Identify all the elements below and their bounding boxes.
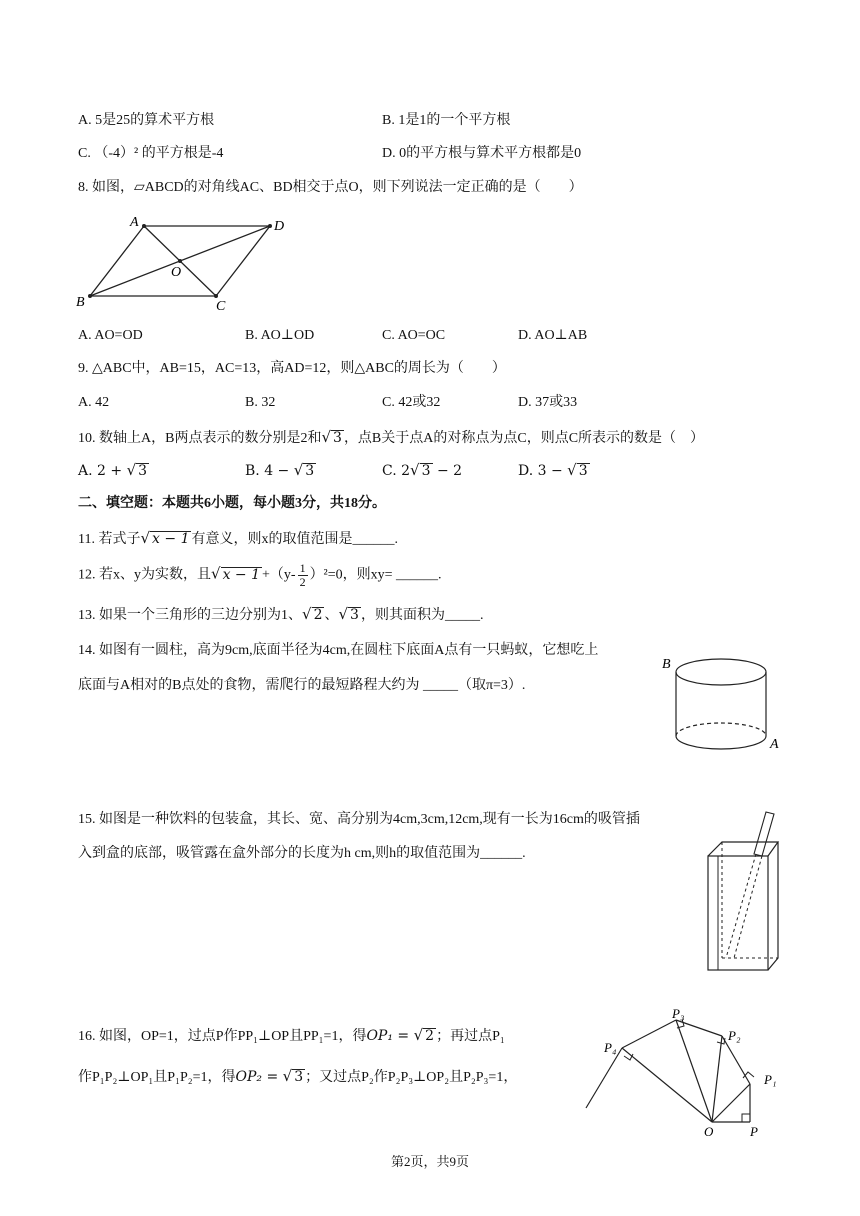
cylinder-figure	[656, 648, 786, 768]
q16-line2: 作P₁P₂⊥OP₁且P₁P₂=1，得OP₂ = √ 3 ；又过点P₂作P₂P₃⊥OP₂且P₂P₃=1，	[78, 1067, 518, 1085]
label-p2: P₂	[728, 1028, 741, 1043]
label-p4: P₄	[604, 1040, 617, 1055]
q10-option-a: A. 2 + √ 3	[78, 461, 148, 479]
q11-stem: 11. 若式子√ x − 1 有意义，则x的取值范围是______.	[78, 529, 398, 547]
q12-stem: 12. 若x、y为实数，且√ x − 1 +（y- $\frac{1}{2}$ ）²=0，则xy= ______.	[78, 561, 442, 589]
q16-line1: 16. 如图，OP=1，过点P作PP₁⊥OP且PP₁=1，得OP₁ = √ 2 ；再过点P₁	[78, 1026, 505, 1044]
section-heading: 二、填空题：本题共6小题，每小题3分，共18分。	[78, 496, 386, 511]
q8-option-c: C. AO=OC	[382, 328, 446, 343]
q7-option-c: C. （-4）² 的平方根是-4	[78, 146, 224, 161]
label-p3: P₃	[672, 1008, 685, 1021]
q8-option-d: D. AO⊥AB	[518, 328, 588, 343]
q8-option-a: A. AO=OD	[78, 328, 143, 343]
q15-line2: 入到盒的底部，吸管露在盒外部分的长度为h cm,则h的取值范围为______.	[78, 846, 526, 861]
q9-option-b: B. 32	[245, 395, 276, 410]
q7-option-a: A. 5是25的算术平方根	[78, 113, 215, 128]
q15-line1: 15. 如图是一种饮料的包装盒，其长、宽、高分别为4cm,3cm,12cm,现有一长为16cm的吸管插	[78, 812, 640, 827]
label-b: B	[76, 295, 85, 310]
label-p: P	[750, 1124, 758, 1139]
q7-option-d: D. 0的平方根与算术平方根都是0	[382, 146, 582, 161]
label-o: O	[704, 1124, 714, 1139]
q9-option-d: D. 37或33	[518, 395, 578, 410]
label-d: D	[274, 219, 285, 234]
q14-line1: 14. 如图有一圆柱，高为9cm,底面半径为4cm,在圆柱下底面A点有一只蚂蚁，它想吃上	[78, 643, 599, 658]
q9-stem: 9. △ABC中，AB=15，AC=13，高AD=12，则△ABC的周长为（ ）	[78, 361, 506, 376]
label-a: A	[130, 215, 139, 230]
label-o: O	[171, 265, 182, 280]
q14-line2: 底面与A相对的B点处的食物，需爬行的最短路程大约为 _____（取π=3）.	[78, 678, 526, 693]
label-b: B	[662, 657, 671, 672]
q10-option-c: C. 2√ 3 − 2	[382, 461, 463, 479]
q10-stem: 10. 数轴上A，B两点表示的数分别是2和√ 3 ，点B关于点A的对称点为点C，则点C所表示的数是（ ）	[78, 428, 705, 446]
q8-option-b: B. AO⊥OD	[245, 328, 315, 343]
label-p1: P₁	[764, 1072, 777, 1087]
label-a: A	[770, 737, 779, 752]
q7-option-b: B. 1是1的一个平方根	[382, 113, 511, 128]
q13-stem: 13. 如果一个三角形的三边分别为1、√ 2 、√ 3 ，则其面积为_____.	[78, 605, 484, 623]
page-footer: 第2页，共9页	[390, 1154, 469, 1169]
parallelogram-figure	[74, 212, 294, 312]
spiral-figure	[578, 1008, 798, 1140]
q8-stem: 8. 如图，▱ABCD的对角线AC、BD相交于点O，则下列说法一定正确的是（ ）	[78, 180, 583, 195]
q10-option-b: B. 4 − √ 3	[245, 461, 315, 479]
label-c: C	[216, 299, 226, 312]
q9-option-c: C. 42或32	[382, 395, 441, 410]
q9-option-a: A. 42	[78, 395, 110, 410]
box-straw-figure	[700, 808, 790, 978]
q10-option-d: D. 3 − √ 3	[518, 461, 588, 479]
